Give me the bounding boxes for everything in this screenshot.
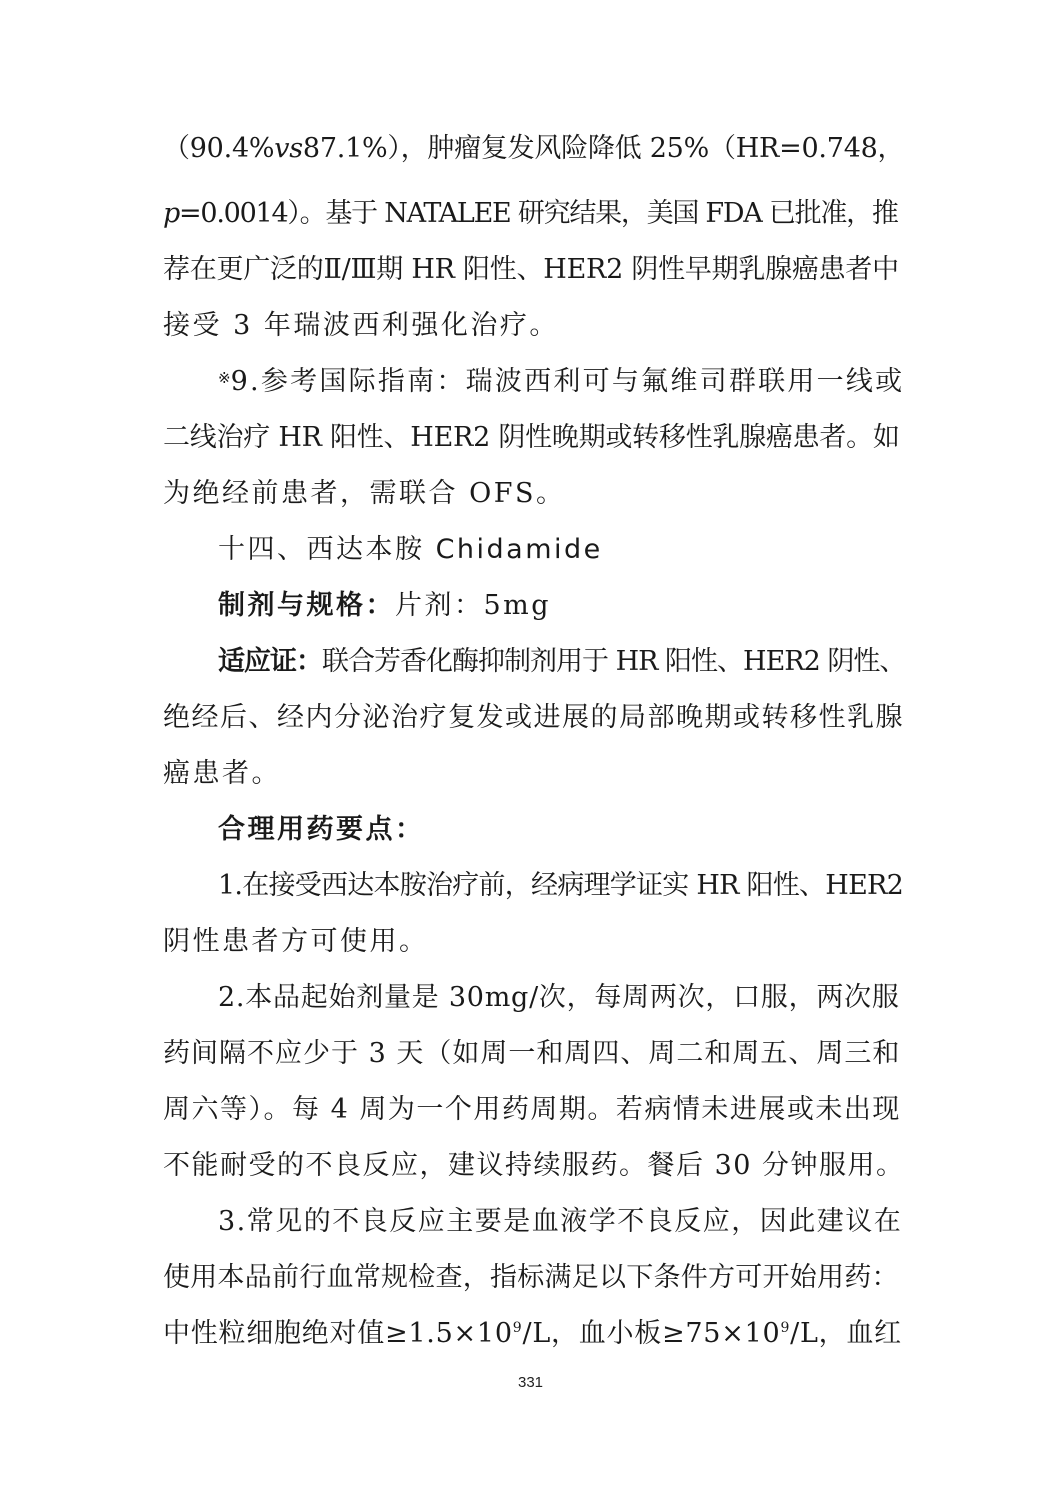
- text-line-1: （90.4%vs87.1%），肿瘤复发风险降低 25%（HR=0.748，: [163, 133, 905, 164]
- subheading-key-points: 合理用药要点：: [218, 814, 425, 845]
- text-line-11: 绝经后、经内分泌治疗复发或进展的局部晚期或转移性乳腺: [163, 702, 904, 733]
- text-line-formulation: 制剂与规格：片剂：5mg: [218, 590, 552, 621]
- section-heading: 十四、西达本胺 Chidamide: [218, 534, 603, 565]
- page-number: 331: [517, 1374, 544, 1391]
- text-line-7: 为绝经前患者，需联合 OFS。: [163, 478, 566, 509]
- reference-mark: ※: [218, 369, 231, 387]
- text-line-15: 阴性患者方可使用。: [163, 926, 429, 957]
- text-line-16: 2.本品起始剂量是 30mg/次，每周两次，口服，两次服: [218, 982, 900, 1013]
- text-line-2: p=0.0014）。基于 NATALEE 研究结果，美国 FDA 已批准，推: [163, 198, 898, 229]
- text-line-5: ※9.参考国际指南：瑞波西利可与氟维司群联用一线或: [218, 366, 905, 397]
- text-line-4: 接受 3 年瑞波西利强化治疗。: [163, 310, 559, 341]
- text-line-indication: 适应证：联合芳香化酶抑制剂用于 HR 阳性、HER2 阴性、: [218, 646, 906, 677]
- text-line-18: 周六等）。每 4 周为一个用药周期。若病情未进展或未出现: [163, 1094, 901, 1125]
- text-line-20: 3.常见的不良反应主要是血液学不良反应，因此建议在: [218, 1206, 903, 1237]
- text-line-6: 二线治疗 HR 阳性、HER2 阴性晚期或转移性乳腺癌患者。如: [163, 422, 900, 453]
- text-line-21: 使用本品前行血常规检查，指标满足以下条件方可开始用药：: [163, 1262, 899, 1293]
- text-line-3: 荐在更广泛的Ⅱ/Ⅲ期 HR 阳性、HER2 阴性早期乳腺癌患者中: [163, 254, 899, 285]
- text-line-12: 癌患者。: [163, 758, 281, 789]
- text-line-17: 药间隔不应少于 3 天（如周一和周四、周二和周五、周三和: [163, 1038, 901, 1069]
- text-line-19: 不能耐受的不良反应，建议持续服药。餐后 30 分钟服用。: [163, 1150, 905, 1181]
- text-line-22: 中性粒细胞绝对值$\ge 1.5\times 10^9/L$，血小板$\ge 75\times 10^9/L$，血红: [163, 1318, 902, 1349]
- text-line-14: 1.在接受西达本胺治疗前，经病理学证实 HR 阳性、HER2: [218, 870, 904, 901]
